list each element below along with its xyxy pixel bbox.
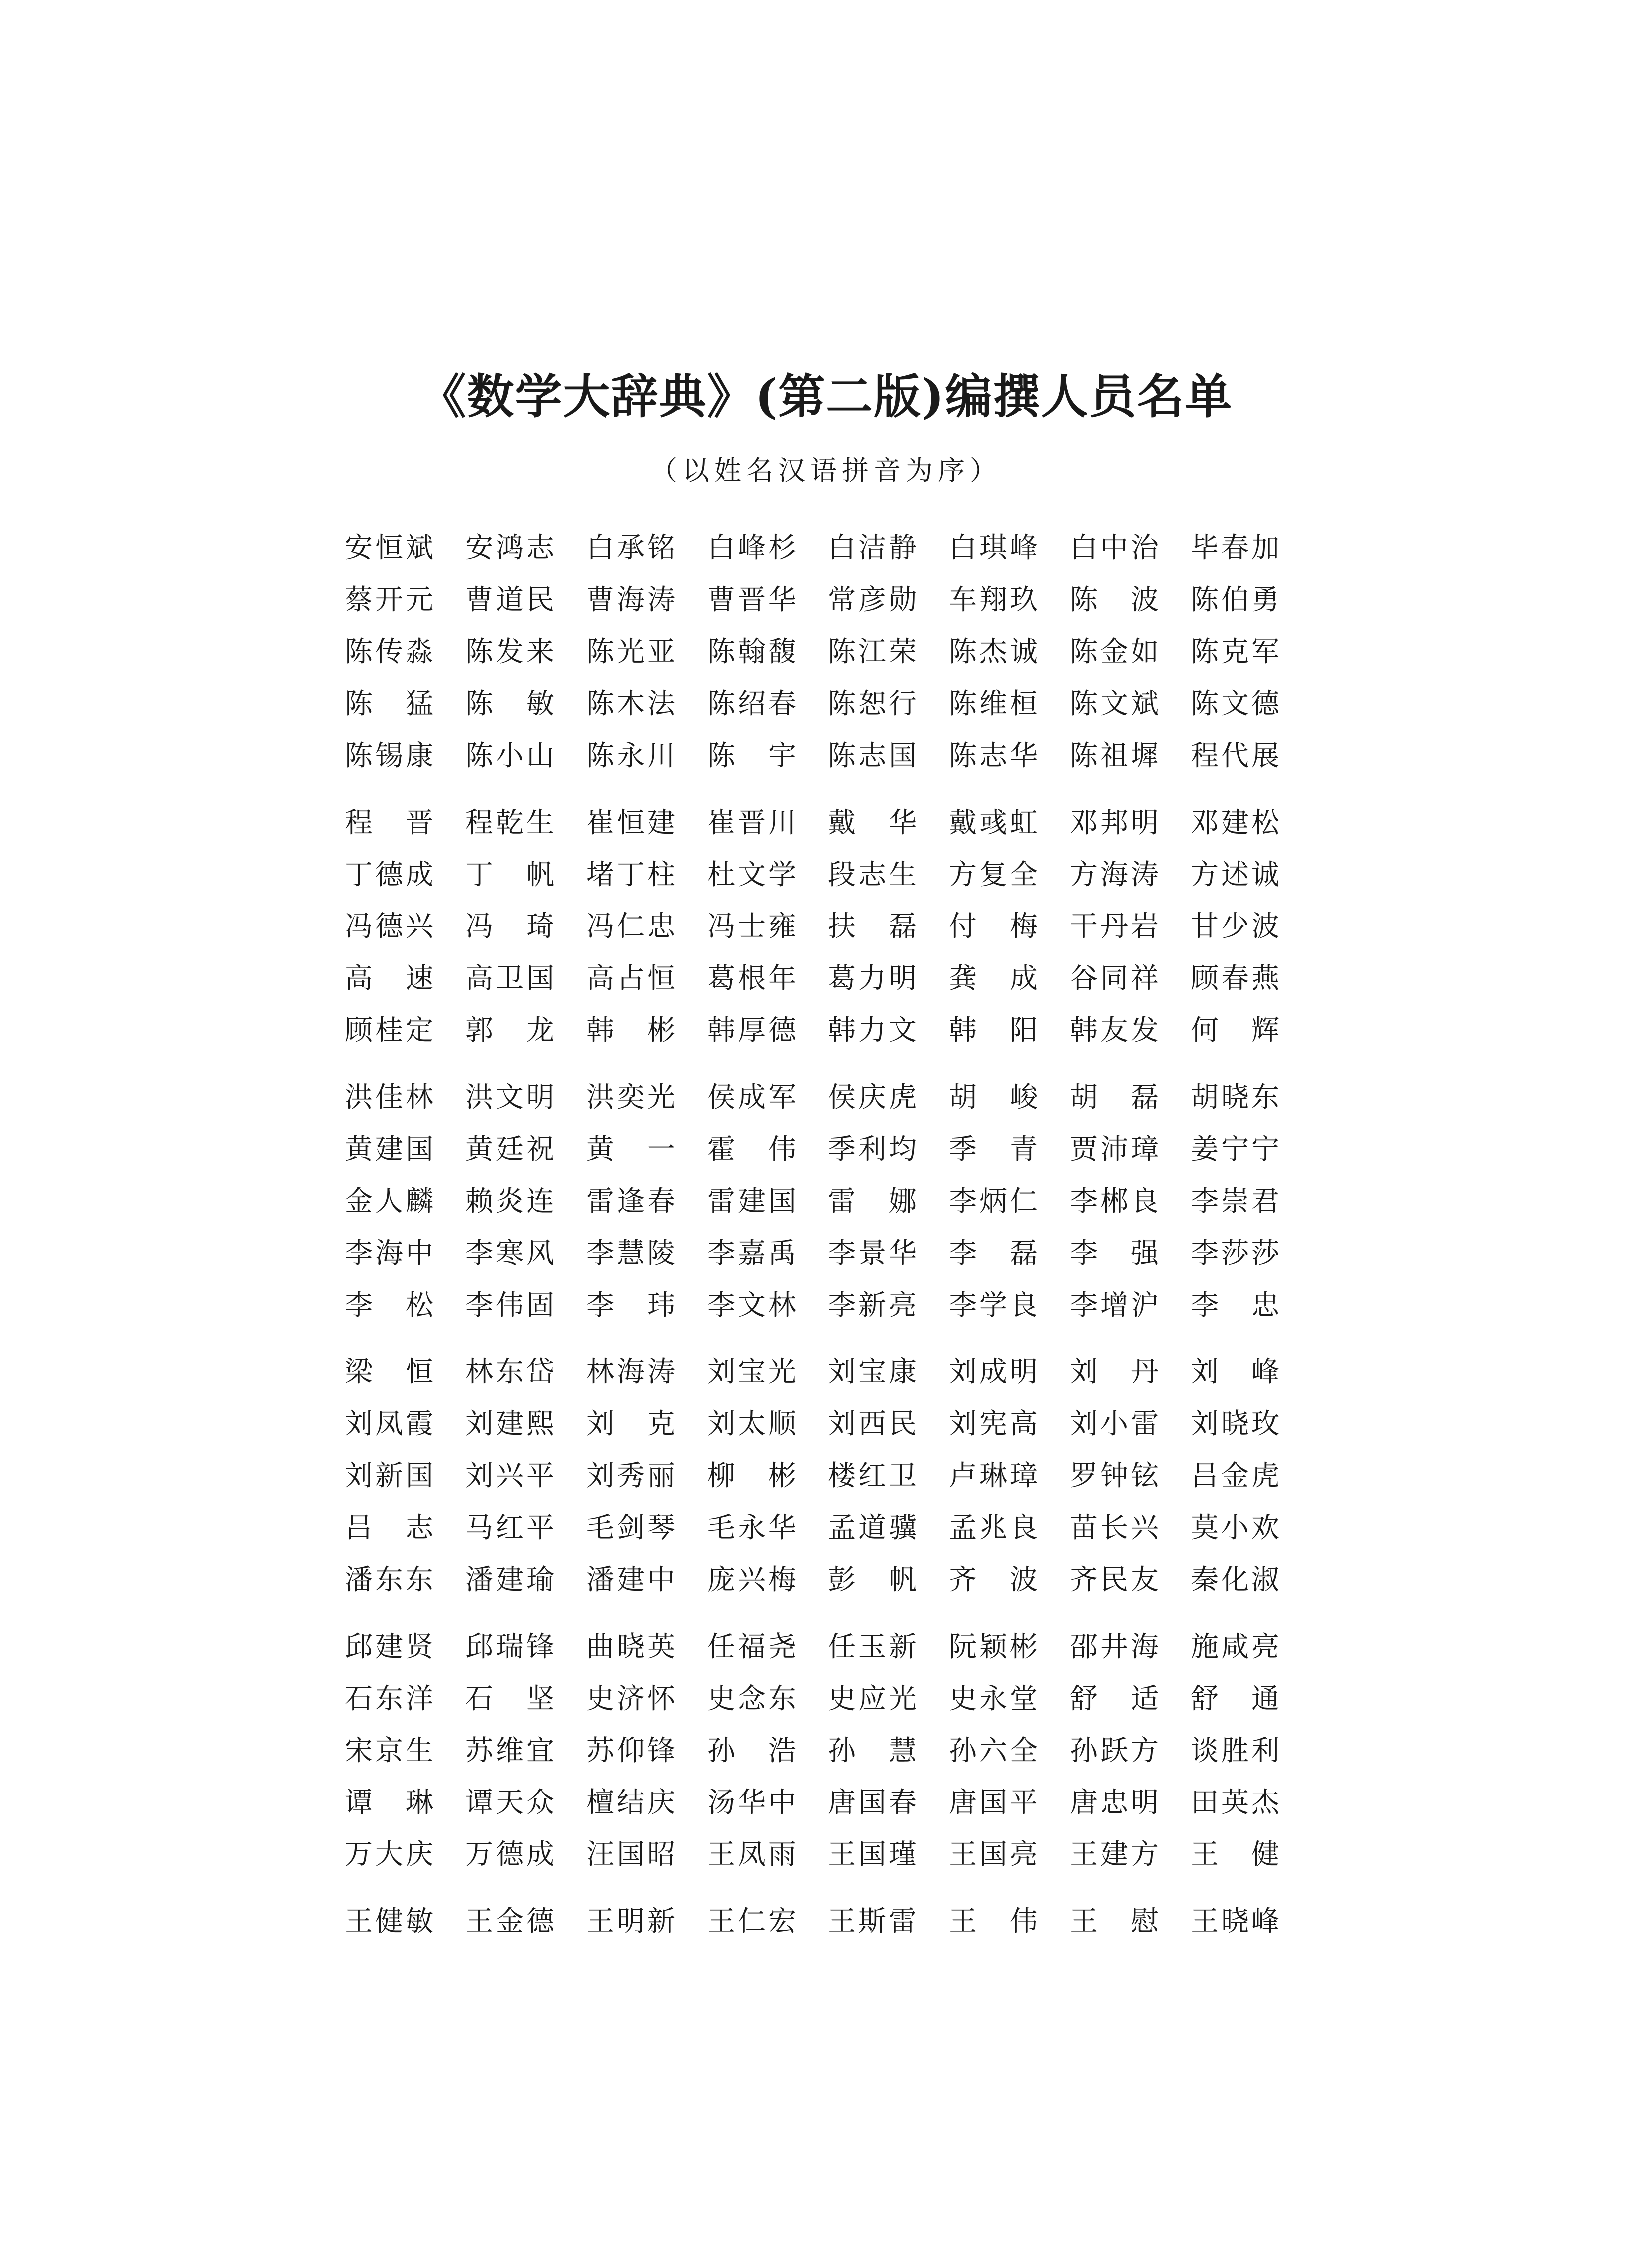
person-name: 刘 丹 [1070, 1356, 1159, 1388]
person-name: 高 占 恒 [586, 962, 675, 995]
person-name: 石 东 洋 [345, 1683, 433, 1715]
person-name: 唐 国 平 [949, 1787, 1038, 1819]
person-name: 何 辉 [1191, 1014, 1279, 1047]
roster-row [345, 797, 1308, 849]
person-name: 李 嘉 禹 [707, 1237, 796, 1270]
roster-row [345, 1554, 1308, 1606]
person-name: 王 国 亮 [949, 1838, 1038, 1871]
person-name: 冯 仁 忠 [586, 910, 675, 943]
person-name: 车 翔 玖 [949, 584, 1038, 616]
person-name: 李 慧 陵 [586, 1237, 675, 1270]
roster-row [345, 1502, 1308, 1554]
roster-row [345, 730, 1308, 782]
person-name: 洪 佳 林 [345, 1081, 433, 1114]
person-name: 檀 结 庆 [586, 1787, 675, 1819]
person-name: 阮 颖 彬 [949, 1631, 1038, 1663]
person-name: 韩 厚 德 [707, 1014, 796, 1047]
person-name: 段 志 生 [828, 859, 917, 891]
person-name: 黄 建 国 [345, 1133, 433, 1166]
person-name: 扶 磊 [828, 910, 917, 943]
person-name: 史 济 怀 [586, 1683, 675, 1715]
person-name: 李 强 [1070, 1237, 1159, 1270]
person-name: 舒 通 [1191, 1683, 1279, 1715]
person-name: 堵 丁 柱 [586, 859, 675, 891]
person-name: 刘 宝 光 [707, 1356, 796, 1388]
person-name: 李 忠 [1191, 1289, 1279, 1322]
person-name: 楼 红 卫 [828, 1460, 917, 1492]
person-name: 孟 道 骥 [828, 1512, 917, 1544]
person-name: 史 应 光 [828, 1683, 917, 1715]
person-name: 王 金 德 [465, 1905, 554, 1938]
person-name: 姜 宁 宁 [1191, 1133, 1279, 1166]
person-name: 邓 建 松 [1191, 807, 1279, 839]
person-name: 苏 维 宜 [465, 1735, 554, 1767]
person-name: 陈 宇 [707, 740, 796, 772]
person-name: 程 乾 生 [465, 807, 554, 839]
roster-row [345, 1450, 1308, 1502]
person-name: 曲 晓 英 [586, 1631, 675, 1663]
roster-row [345, 1673, 1308, 1725]
person-name: 李 郴 良 [1070, 1185, 1159, 1218]
person-name: 王 伟 [949, 1905, 1038, 1938]
person-name: 汤 华 中 [707, 1787, 796, 1819]
person-name: 付 梅 [949, 910, 1038, 943]
person-name: 潘 建 瑜 [465, 1564, 554, 1596]
person-name: 雷 逢 春 [586, 1185, 675, 1218]
person-name: 邓 邦 明 [1070, 807, 1159, 839]
person-name: 胡 晓 东 [1191, 1081, 1279, 1114]
roster-row [345, 1829, 1308, 1881]
person-name: 常 彦 勋 [828, 584, 917, 616]
person-name: 雷 娜 [828, 1185, 917, 1218]
person-name: 陈 传 淼 [345, 636, 433, 668]
person-name: 宋 京 生 [345, 1735, 433, 1767]
person-name: 孙 跃 方 [1070, 1735, 1159, 1767]
person-name: 谈 胜 利 [1191, 1735, 1279, 1767]
person-name: 侯 成 军 [707, 1081, 796, 1114]
person-name: 崔 晋 川 [707, 807, 796, 839]
person-name: 陈 翰 馥 [707, 636, 796, 668]
person-name: 陈 锡 康 [345, 740, 433, 772]
person-name: 谷 同 祥 [1070, 962, 1159, 995]
person-name: 甘 少 波 [1191, 910, 1279, 943]
person-name: 陈 光 亚 [586, 636, 675, 668]
person-name: 安 鸿 志 [465, 532, 554, 564]
person-name: 史 永 堂 [949, 1683, 1038, 1715]
roster-row [345, 901, 1308, 953]
person-name: 王 晓 峰 [1191, 1905, 1279, 1938]
person-name: 罗 钟 铉 [1070, 1460, 1159, 1492]
roster-group [345, 797, 1308, 1057]
roster-row [345, 1072, 1308, 1124]
person-name: 李 文 林 [707, 1289, 796, 1322]
person-name: 高 卫 国 [465, 962, 554, 995]
person-name: 顾 春 燕 [1191, 962, 1279, 995]
person-name: 陈 恕 行 [828, 688, 917, 720]
person-name: 胡 峻 [949, 1081, 1038, 1114]
person-name: 舒 适 [1070, 1683, 1159, 1715]
person-name: 陈 维 桓 [949, 688, 1038, 720]
person-name: 孙 慧 [828, 1735, 917, 1767]
person-name: 刘 太 顺 [707, 1408, 796, 1440]
person-name: 孙 六 全 [949, 1735, 1038, 1767]
person-name: 李 增 沪 [1070, 1289, 1159, 1322]
roster-row [345, 678, 1308, 730]
person-name: 郭 龙 [465, 1014, 554, 1047]
roster-row [345, 522, 1308, 574]
person-name: 李 伟 固 [465, 1289, 554, 1322]
person-name: 崔 恒 建 [586, 807, 675, 839]
person-name: 季 青 [949, 1133, 1038, 1166]
person-name: 刘 成 明 [949, 1356, 1038, 1388]
person-name: 王 建 方 [1070, 1838, 1159, 1871]
person-name: 庞 兴 梅 [707, 1564, 796, 1596]
person-name: 刘 小 雷 [1070, 1408, 1159, 1440]
person-name: 王 斯 雷 [828, 1905, 917, 1938]
person-name: 韩 彬 [586, 1014, 675, 1047]
person-name: 白 承 铭 [586, 532, 675, 564]
person-name: 马 红 平 [465, 1512, 554, 1544]
person-name: 韩 力 文 [828, 1014, 917, 1047]
person-name: 干 丹 岩 [1070, 910, 1159, 943]
person-name: 陈 志 国 [828, 740, 917, 772]
person-name: 陈 克 军 [1191, 636, 1279, 668]
person-name: 莫 小 欢 [1191, 1512, 1279, 1544]
person-name: 刘 兴 平 [465, 1460, 554, 1492]
person-name: 王 慰 [1070, 1905, 1159, 1938]
person-name: 陈 发 来 [465, 636, 554, 668]
page-title: 《数学大辞典》(第二版)编撰人员名单 [419, 369, 1233, 424]
person-name: 唐 忠 明 [1070, 1787, 1159, 1819]
person-name: 孟 兆 良 [949, 1512, 1038, 1544]
person-name: 林 东 岱 [465, 1356, 554, 1388]
person-name: 白 峰 杉 [707, 532, 796, 564]
person-name: 陈 永 川 [586, 740, 675, 772]
person-name: 吕 金 虎 [1191, 1460, 1279, 1492]
person-name: 潘 建 中 [586, 1564, 675, 1596]
roster-group [345, 1346, 1308, 1606]
person-name: 苗 长 兴 [1070, 1512, 1159, 1544]
person-name: 陈 木 法 [586, 688, 675, 720]
roster-row [345, 574, 1308, 626]
person-name: 洪 文 明 [465, 1081, 554, 1114]
person-name: 邵 井 海 [1070, 1631, 1159, 1663]
roster-row [345, 849, 1308, 901]
person-name: 白 琪 峰 [949, 532, 1038, 564]
person-name: 刘 宪 高 [949, 1408, 1038, 1440]
person-name: 冯 德 兴 [345, 910, 433, 943]
person-name: 曹 道 民 [465, 584, 554, 616]
person-name: 顾 桂 定 [345, 1014, 433, 1047]
person-name: 霍 伟 [707, 1133, 796, 1166]
person-name: 陈 祖 墀 [1070, 740, 1159, 772]
person-name: 杜 文 学 [707, 859, 796, 891]
person-name: 方 复 全 [949, 859, 1038, 891]
name-roster [345, 522, 1308, 1963]
person-name: 陈 文 德 [1191, 688, 1279, 720]
person-name: 陈 江 荣 [828, 636, 917, 668]
person-name: 刘 凤 霞 [345, 1408, 433, 1440]
person-name: 李 海 中 [345, 1237, 433, 1270]
person-name: 白 中 治 [1070, 532, 1159, 564]
person-name: 冯 琦 [465, 910, 554, 943]
person-name: 陈 猛 [345, 688, 433, 720]
roster-group [345, 522, 1308, 782]
person-name: 陈 杰 诚 [949, 636, 1038, 668]
roster-row [345, 1621, 1308, 1673]
person-name: 李 炳 仁 [949, 1185, 1038, 1218]
person-name: 程 代 展 [1191, 740, 1279, 772]
person-name: 丁 帆 [465, 859, 554, 891]
person-name: 白 洁 静 [828, 532, 917, 564]
person-name: 高 速 [345, 962, 433, 995]
person-name: 李 莎 莎 [1191, 1237, 1279, 1270]
person-name: 程 晋 [345, 807, 433, 839]
person-name: 齐 民 友 [1070, 1564, 1159, 1596]
person-name: 陈 志 华 [949, 740, 1038, 772]
person-name: 胡 磊 [1070, 1081, 1159, 1114]
person-name: 卢 琳 璋 [949, 1460, 1038, 1492]
person-name: 汪 国 昭 [586, 1838, 675, 1871]
person-name: 季 利 均 [828, 1133, 917, 1166]
page-subtitle: （以姓名汉语拼音为序） [650, 455, 1002, 486]
person-name: 田 英 杰 [1191, 1787, 1279, 1819]
person-name: 雷 建 国 [707, 1185, 796, 1218]
person-name: 李 玮 [586, 1289, 675, 1322]
person-name: 葛 力 明 [828, 962, 917, 995]
person-name: 任 玉 新 [828, 1631, 917, 1663]
person-name: 刘 晓 玫 [1191, 1408, 1279, 1440]
person-name: 齐 波 [949, 1564, 1038, 1596]
person-name: 史 念 东 [707, 1683, 796, 1715]
roster-group [345, 1072, 1308, 1332]
roster-row [345, 953, 1308, 1005]
person-name: 刘 宝 康 [828, 1356, 917, 1388]
person-name: 陈 伯 勇 [1191, 584, 1279, 616]
person-name: 王 仁 宏 [707, 1905, 796, 1938]
person-name: 李 景 华 [828, 1237, 917, 1270]
person-name: 王 国 瑾 [828, 1838, 917, 1871]
roster-row [345, 1777, 1308, 1829]
roster-row [345, 1280, 1308, 1332]
person-name: 毛 剑 琴 [586, 1512, 675, 1544]
roster-group [345, 1896, 1308, 1948]
person-name: 安 恒 斌 [345, 532, 433, 564]
person-name: 李 崇 君 [1191, 1185, 1279, 1218]
person-name: 李 寒 风 [465, 1237, 554, 1270]
person-name: 韩 阳 [949, 1014, 1038, 1047]
roster-row [345, 1896, 1308, 1948]
person-name: 陈 绍 春 [707, 688, 796, 720]
person-name: 戴 华 [828, 807, 917, 839]
person-name: 李 学 良 [949, 1289, 1038, 1322]
person-name: 王 明 新 [586, 1905, 675, 1938]
person-name: 金 人 麟 [345, 1185, 433, 1218]
person-name: 王 健 [1191, 1838, 1279, 1871]
person-name: 赖 炎 连 [465, 1185, 554, 1218]
person-name: 陈 金 如 [1070, 636, 1159, 668]
person-name: 曹 晋 华 [707, 584, 796, 616]
person-name: 冯 士 雍 [707, 910, 796, 943]
roster-group [345, 1621, 1308, 1881]
person-name: 刘 峰 [1191, 1356, 1279, 1388]
person-name: 刘 新 国 [345, 1460, 433, 1492]
person-name: 唐 国 春 [828, 1787, 917, 1819]
person-name: 龚 成 [949, 962, 1038, 995]
person-name: 王 健 敏 [345, 1905, 433, 1938]
person-name: 毛 永 华 [707, 1512, 796, 1544]
person-name: 梁 恒 [345, 1356, 433, 1388]
person-name: 万 大 庆 [345, 1838, 433, 1871]
person-name: 戴 彧 虹 [949, 807, 1038, 839]
person-name: 谭 天 众 [465, 1787, 554, 1819]
person-name: 谭 琳 [345, 1787, 433, 1819]
roster-row [345, 1124, 1308, 1176]
person-name: 彭 帆 [828, 1564, 917, 1596]
person-name: 刘 秀 丽 [586, 1460, 675, 1492]
person-name: 刘 西 民 [828, 1408, 917, 1440]
roster-row [345, 1005, 1308, 1057]
person-name: 陈 文 斌 [1070, 688, 1159, 720]
person-name: 任 福 尧 [707, 1631, 796, 1663]
person-name: 邱 瑞 锋 [465, 1631, 554, 1663]
person-name: 吕 志 [345, 1512, 433, 1544]
person-name: 韩 友 发 [1070, 1014, 1159, 1047]
person-name: 陈 敏 [465, 688, 554, 720]
person-name: 孙 浩 [707, 1735, 796, 1767]
person-name: 方 述 诚 [1191, 859, 1279, 891]
person-name: 方 海 涛 [1070, 859, 1159, 891]
person-name: 贾 沛 璋 [1070, 1133, 1159, 1166]
person-name: 陈 小 山 [465, 740, 554, 772]
roster-row [345, 1346, 1308, 1398]
person-name: 刘 建 熙 [465, 1408, 554, 1440]
roster-row [345, 1228, 1308, 1280]
roster-row [345, 1725, 1308, 1777]
person-name: 李 新 亮 [828, 1289, 917, 1322]
person-name: 洪 奕 光 [586, 1081, 675, 1114]
person-name: 毕 春 加 [1191, 532, 1279, 564]
person-name: 施 咸 亮 [1191, 1631, 1279, 1663]
person-name: 陈 波 [1070, 584, 1159, 616]
person-name: 李 磊 [949, 1237, 1038, 1270]
person-name: 林 海 涛 [586, 1356, 675, 1388]
person-name: 葛 根 年 [707, 962, 796, 995]
person-name: 秦 化 淑 [1191, 1564, 1279, 1596]
roster-row [345, 1398, 1308, 1450]
person-name: 侯 庆 虎 [828, 1081, 917, 1114]
person-name: 曹 海 涛 [586, 584, 675, 616]
person-name: 王 凤 雨 [707, 1838, 796, 1871]
person-name: 刘 克 [586, 1408, 675, 1440]
person-name: 柳 彬 [707, 1460, 796, 1492]
person-name: 黄 一 [586, 1133, 675, 1166]
person-name: 万 德 成 [465, 1838, 554, 1871]
person-name: 蔡 开 元 [345, 584, 433, 616]
person-name: 石 坚 [465, 1683, 554, 1715]
roster-row [345, 1176, 1308, 1228]
person-name: 潘 东 东 [345, 1564, 433, 1596]
person-name: 邱 建 贤 [345, 1631, 433, 1663]
person-name: 苏 仰 锋 [586, 1735, 675, 1767]
person-name: 李 松 [345, 1289, 433, 1322]
person-name: 丁 德 成 [345, 859, 433, 891]
person-name: 黄 廷 祝 [465, 1133, 554, 1166]
roster-row [345, 626, 1308, 678]
